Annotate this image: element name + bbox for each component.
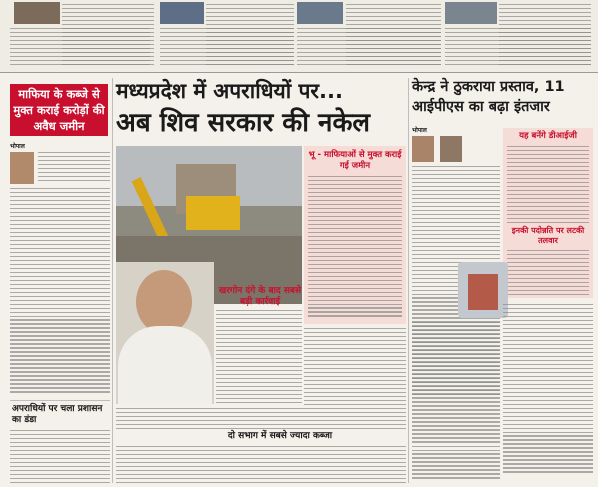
right-byline: भोपाल [412,127,427,134]
right-headline-line1: केन्द्र ने ठुकराया प्रस्ताव, 11 [412,79,565,95]
left-sub-headline: अपराधियों पर चला प्रशासन का डंडा [12,404,103,425]
top-strip [0,0,598,72]
main-headline-line2: अब शिव सरकार की नकेल [116,108,371,138]
top-photo-1 [14,2,60,24]
right-building-photo [458,262,508,318]
right-box1-headline: यह बनेंगे डीआईजी [519,131,577,141]
main-inset-headline: भू - माफियाओं से मुक्त कराई गई जमीन [308,150,402,171]
left-mugshot [10,152,34,184]
main-bottom-subhead: दो सभाग में सबसे ज्यादा कब्जा [227,431,333,441]
left-red-headline: माफिया के कब्जे से मुक्त कराई करोड़ों की अवैध जमीन [10,84,108,136]
right-mugshot-1 [412,136,434,162]
top-photo-2 [160,2,204,24]
top-photo-4 [445,2,497,24]
right-box2-headline: इनकी पदोन्नति पर लटकी तलवार [505,226,591,246]
right-mugshot-2 [440,136,462,162]
main-headline-line1: मध्यप्रदेश में अपराधियों पर... [116,79,343,103]
minister-portrait [116,262,214,404]
top-photo-3 [297,2,343,24]
main-photo-caption: खरगोन दंगे के बाद सबसे बड़ी कार्रवाई [218,286,302,307]
left-byline: भोपाल [10,143,25,150]
right-headline-line2: आईपीएस का बढ़ा इंतजार [412,99,550,115]
